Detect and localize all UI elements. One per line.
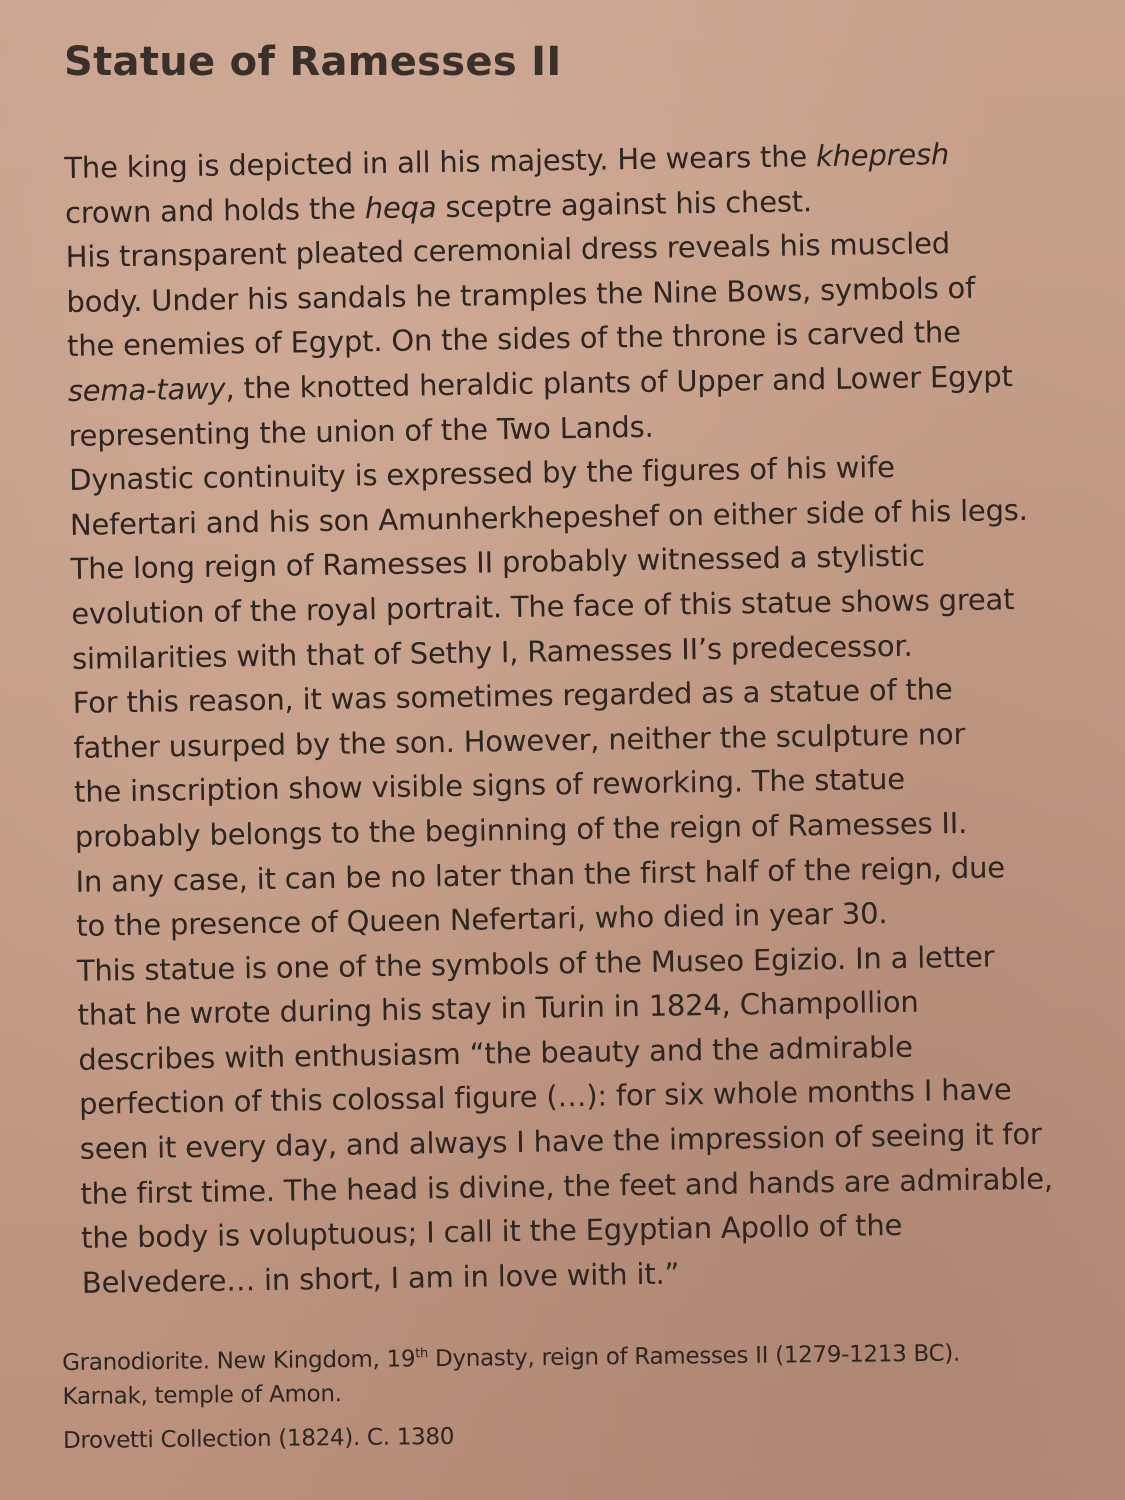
footer-material-text: Granodiorite. New Kingdom, 19 <box>62 1346 416 1376</box>
footer-ordinal-suffix: th <box>415 1346 429 1362</box>
label-footer <box>62 1335 1103 1458</box>
body-text-segment: This statue is one of the symbols of the Museo Egizio. In a letter <box>76 939 995 988</box>
body-text-segment: to the presence of Queen Nefertari, who died in year 30. <box>75 896 888 943</box>
body-text-segment: the inscription show visible signs of reworking. The statue <box>73 762 906 810</box>
body-text-segment: Nefertari and his son Amunherkhepeshef on either side of his legs. <box>69 492 1028 542</box>
body-text-segment: probably belongs to the beginning of the reign of Ramesses II. <box>74 805 968 854</box>
body-text-segment: crown and holds the <box>64 190 366 230</box>
body-text-segment: perfection of this colossal figure (…): for six whole months I have <box>78 1072 1012 1122</box>
body-text-segment: body. Under his sandals he tramples the Nine Bows, symbols of <box>66 270 976 319</box>
body-text-segment: the first time. The head is divine, the feet and hands are admirable, <box>80 1161 1054 1211</box>
body-text-segment: In any case, it can be no later than the first half of the reign, due <box>75 849 1006 899</box>
footer-dynasty-text: Dynasty, reign of Ramesses II (1279-1213 BC). <box>427 1340 961 1373</box>
body-text-segment: that he wrote during his stay in Turin in 1824, Champollion <box>77 984 919 1033</box>
body-text-segment: the enemies of Egypt. On the sides of the throne is carved the <box>66 315 961 364</box>
body-text-segment: father usurped by the son. However, neither the sculpture nor <box>73 716 966 765</box>
footer-collection-line: Drovetti Collection (1824). C. 1380 <box>62 1423 455 1454</box>
body-text-segment: For this reason, it was sometimes regarded as a statue of the <box>72 672 953 721</box>
body-text-segment: sceptre against his chest. <box>436 183 813 224</box>
body-text-italic-term: heqa <box>364 189 437 225</box>
body-text-segment: seen it every day, and always I have the impression of seeing it for <box>79 1116 1042 1166</box>
body-text-segment: His transparent pleated ceremonial dress reveals his muscled <box>65 226 951 275</box>
body-text-segment: Belvedere… in short, I am in love with it.” <box>81 1256 680 1300</box>
label-body-text <box>64 130 1112 1305</box>
body-text-segment: evolution of the royal portrait. The face of this statue shows great <box>71 582 1015 631</box>
label-title: Statue of Ramesses II <box>64 39 562 85</box>
body-text-segment: describes with enthusiasm “the beauty and the admirable <box>78 1029 914 1077</box>
body-text-segment: , the knotted heraldic plants of Upper and Lower Egypt <box>225 359 1013 406</box>
body-text-segment: Dynastic continuity is expressed by the figures of his wife <box>68 450 895 498</box>
body-text-italic-term: khepresh <box>815 137 950 174</box>
body-text-segment: the body is voluptuous; I call it the Egyptian Apollo of the <box>80 1208 903 1256</box>
body-text-segment: The long reign of Ramesses II probably witnessed a stylistic <box>70 538 925 587</box>
body-text-segment: The king is depicted in all his majesty. He wears the <box>64 139 817 185</box>
body-text-italic-term: sema-tawy <box>67 371 226 408</box>
body-text-segment: similarities with that of Sethy I, Ramesses II’s predecessor. <box>71 628 913 676</box>
footer-provenance-line: Karnak, temple of Amon. <box>62 1381 342 1410</box>
body-text-segment: representing the union of the Two Lands. <box>68 409 654 453</box>
